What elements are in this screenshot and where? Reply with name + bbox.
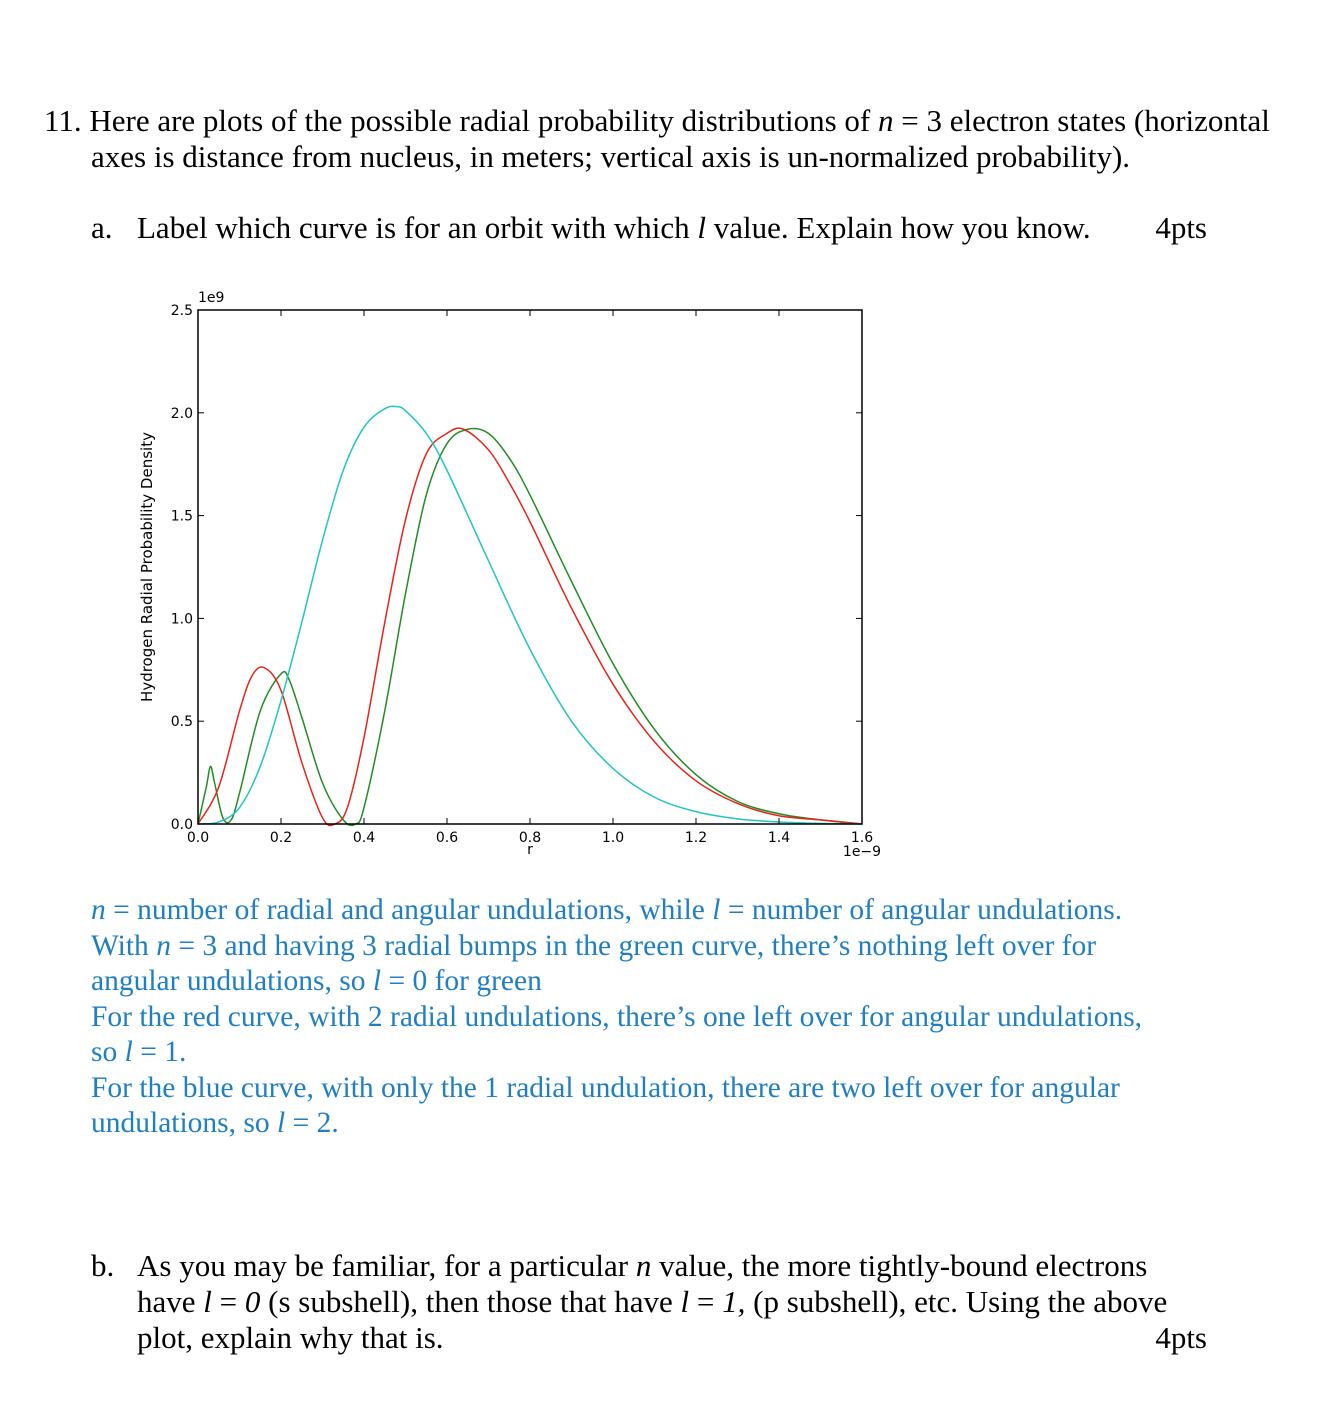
answer-line [91, 1106, 1291, 1142]
series-line-cyan [198, 406, 862, 824]
part-b-line-3: plot, explain why that is. [137, 1320, 444, 1355]
l-value-0: 0 [244, 1284, 261, 1319]
l-symbol: l [203, 1284, 212, 1319]
part-b-text: (p subshell), etc. Using the above [745, 1284, 1168, 1319]
y-tick-label: 2.5 [170, 303, 193, 319]
part-b-text: = [211, 1284, 245, 1319]
answer-text-span: undulations, so [91, 1107, 278, 1139]
radial-probability-chart [130, 282, 890, 872]
l-symbol: l [124, 1036, 133, 1068]
answer-text-span: With [91, 929, 157, 962]
question-text: = 3 electron states (horizontal [893, 103, 1270, 138]
question-line-1 [44, 103, 1270, 139]
answer-line [91, 1071, 1291, 1107]
l-symbol: l [697, 210, 707, 245]
x-tick-label: 0.8 [518, 830, 542, 846]
part-b-body [137, 1248, 1207, 1356]
answer-text-span: = 3 and having 3 radial bumps in the green curve, there’s nothing left over for [170, 929, 1097, 962]
part-b [91, 1248, 1207, 1356]
question-text: Here are plots of the possible radial probability distributions of [89, 103, 878, 138]
series-line-red [198, 428, 862, 825]
answer-text-span: For the blue curve, with only the 1 radial undulation, there are two left over for angular [91, 1071, 1120, 1104]
part-b-text: value, the more tightly-bound electrons [651, 1248, 1148, 1283]
x-tick-label: 1.6 [850, 830, 874, 846]
part-a-text: Label which curve is for an orbit with which [137, 210, 698, 245]
answer-text-span: For the red curve, with 2 radial undulations, there’s one left over for angular undulations, [91, 1000, 1143, 1033]
answer-text-span: = number of angular undulations. [720, 894, 1123, 926]
y-scale-label: 1e9 [198, 290, 225, 306]
x-tick-label: 0.4 [352, 830, 376, 846]
x-tick-label: 0.6 [435, 830, 459, 846]
l-symbol: l [712, 894, 721, 926]
n-symbol: n [635, 1248, 652, 1283]
answer-text-span: so [91, 1036, 125, 1068]
answer-text-span: = number of radial and angular undulations, while [105, 894, 713, 926]
n-symbol: n [877, 103, 894, 138]
part-a-points: 4pts [1155, 210, 1207, 245]
x-tick-label: 1.4 [767, 830, 791, 846]
part-b-line-1 [137, 1248, 1207, 1284]
part-b-text: (s subshell), then those that have [260, 1284, 681, 1319]
answer-line [91, 893, 1291, 929]
part-b-letter: b. [91, 1248, 115, 1283]
y-tick-label: 2.0 [170, 405, 193, 422]
series-line-green [198, 428, 862, 825]
x-scale-label: 1e−9 [842, 844, 882, 860]
n-symbol: n [91, 894, 106, 926]
part-a-letter: a. [91, 210, 113, 245]
part-b-text: = [689, 1284, 723, 1319]
answer-line [91, 929, 1291, 965]
question-number: 11. [44, 103, 82, 138]
y-tick-label: 1.0 [170, 611, 193, 628]
l-symbol: l [372, 965, 382, 997]
answer-line [91, 1035, 1291, 1071]
y-axis-label: Hydrogen Radial Probability Density [138, 432, 156, 702]
x-tick-label: 1.0 [601, 830, 625, 846]
answer-text-span: angular undulations, so [91, 965, 373, 997]
answer-line [91, 964, 1291, 1000]
n-symbol: n [156, 929, 171, 962]
answer-text-span: = 0 for green [381, 965, 542, 997]
x-tick-label: 0.2 [269, 830, 293, 846]
answer-text-span: = 1. [132, 1036, 187, 1068]
y-tick-label: 0.5 [170, 714, 193, 731]
y-tick-label: 0.0 [170, 817, 193, 833]
question-line-2: axes is distance from nucleus, in meters; vertical axis is un-normalized probability). [91, 139, 1131, 174]
l-symbol: l [277, 1107, 286, 1139]
part-a [91, 210, 1207, 246]
x-tick-label: 0.0 [186, 830, 210, 846]
y-tick-label: 1.5 [170, 508, 193, 525]
part-a-text: value. Explain how you know. [706, 210, 1091, 245]
answer-text [91, 893, 1291, 1142]
answer-line [91, 1000, 1291, 1036]
plot-layer [138, 290, 881, 860]
part-b-line-2 [137, 1284, 1207, 1320]
part-b-text: As you may be familiar, for a particular [137, 1248, 636, 1283]
x-tick-label: 1.2 [684, 830, 708, 846]
x-axis-label: r [527, 842, 533, 858]
answer-text-span: = 2. [285, 1107, 339, 1139]
part-b-points: 4pts [1155, 1320, 1207, 1355]
l-symbol: l [680, 1284, 690, 1319]
part-b-text: have [137, 1284, 204, 1319]
l-value-1: 1, [722, 1284, 746, 1319]
